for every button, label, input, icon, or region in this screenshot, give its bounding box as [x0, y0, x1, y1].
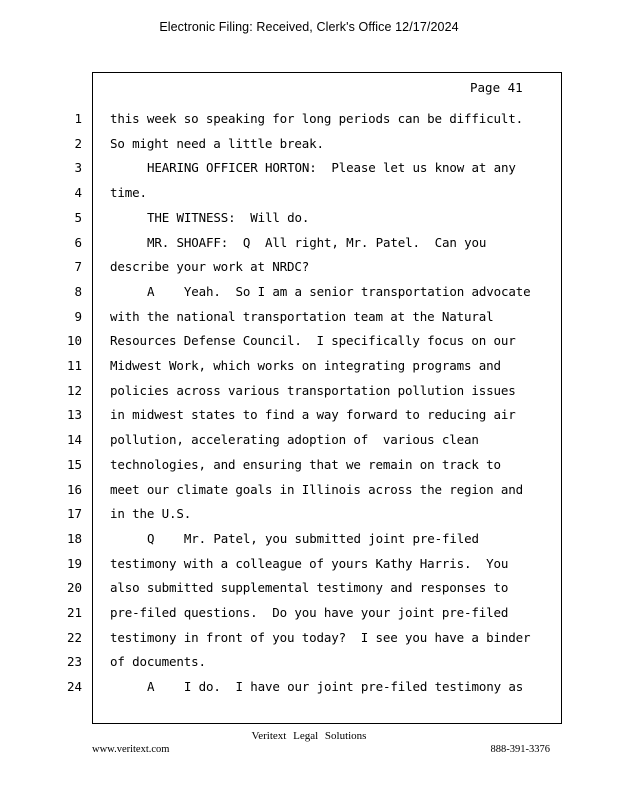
transcript-line: A Yeah. So I am a senior transportation advocate — [147, 283, 531, 299]
line-number: 7 — [74, 259, 82, 275]
transcript-line: Midwest Work, which works on integrating programs and — [110, 358, 501, 373]
page-number: Page 41 — [470, 80, 523, 95]
line-number: 24 — [66, 679, 82, 695]
transcript-line: policies across various transportation pollution issues — [110, 382, 516, 398]
transcript-line: So might need a little break. — [110, 135, 324, 151]
transcript-line: of documents. — [110, 654, 206, 670]
transcript-line: pre-filed questions. Do you have your joint pre-filed — [110, 605, 509, 620]
line-number: 14 — [66, 432, 82, 448]
transcript-line: A I do. I have our joint pre-filed testimony as — [147, 679, 524, 695]
line-number: 11 — [66, 358, 82, 373]
line-number: 6 — [74, 234, 82, 250]
line-number: 21 — [66, 605, 82, 620]
transcript-line: with the national transportation team at the Natural — [110, 308, 494, 324]
transcript-line: THE WITNESS: Will do. — [147, 209, 310, 225]
line-number: 10 — [66, 333, 82, 349]
footer-website: www.veritext.com — [92, 744, 170, 755]
transcript-line: this week so speaking for long periods can be difficult. — [110, 111, 524, 126]
transcript-line: in midwest states to find a way forward to reducing air — [110, 407, 516, 423]
line-number: 17 — [66, 506, 82, 522]
line-number: 22 — [66, 629, 82, 645]
transcript-line: HEARING OFFICER HORTON: Please let us know at any — [147, 160, 516, 176]
line-number: 3 — [74, 160, 82, 176]
line-number: 9 — [74, 308, 82, 324]
transcript-line: testimony in front of you today? I see you have a binder — [110, 629, 531, 645]
line-number: 2 — [74, 135, 82, 151]
line-number: 15 — [66, 456, 82, 472]
line-number: 23 — [66, 654, 82, 670]
line-number: 18 — [66, 530, 82, 546]
filing-stamp-header: Electronic Filing: Received, Clerk's Office 12/17/2024 — [159, 20, 459, 34]
line-number: 12 — [66, 382, 82, 398]
transcript-line: also submitted supplemental testimony and responses to — [110, 580, 509, 596]
footer-company-name: Veritext Legal Solutions — [251, 730, 367, 742]
line-number: 16 — [66, 481, 82, 497]
line-number: 5 — [74, 209, 82, 225]
transcript-line: technologies, and ensuring that we remain on track to — [110, 456, 501, 472]
line-number: 19 — [66, 555, 82, 571]
transcript-line: MR. SHOAFF: Q All right, Mr. Patel. Can you — [147, 234, 487, 250]
transcript-line: pollution, accelerating adoption of various clean — [110, 432, 479, 448]
line-number: 1 — [74, 111, 82, 126]
line-number: 20 — [66, 580, 82, 596]
line-number: 8 — [74, 283, 82, 299]
footer-phone: 888-391-3376 — [490, 744, 550, 755]
transcript-line: describe your work at NRDC? — [110, 259, 310, 275]
line-number: 13 — [66, 407, 82, 423]
line-number: 4 — [74, 185, 82, 201]
transcript-line: Resources Defense Council. I specifically focus on our — [110, 333, 516, 349]
transcript-line: time. — [110, 185, 147, 201]
transcript-line: meet our climate goals in Illinois across the region and — [110, 481, 524, 497]
transcript-line: Q Mr. Patel, you submitted joint pre-filed — [147, 530, 479, 546]
transcript-line: in the U.S. — [110, 506, 192, 522]
transcript-line: testimony with a colleague of yours Kathy Harris. You — [110, 555, 509, 571]
